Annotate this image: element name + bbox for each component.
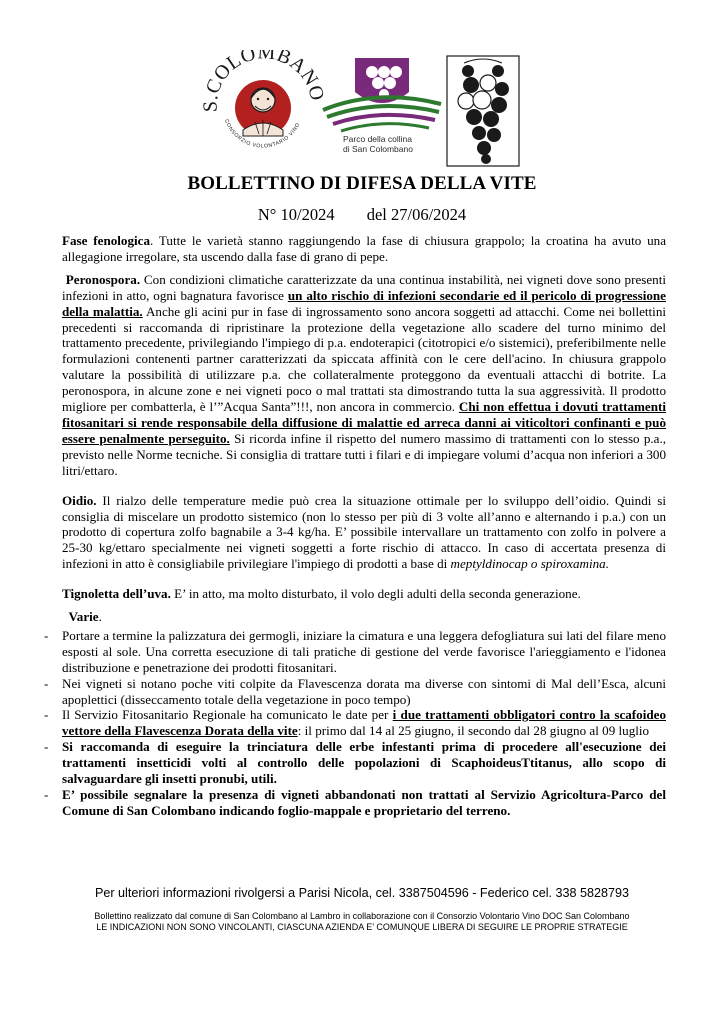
consorzio-logo bbox=[203, 50, 325, 150]
contact-info: Per ulteriori informazioni rivolgersi a Parisi Nicola, cel. 3387504596 - Federico cel. 338 5828793 bbox=[94, 886, 630, 900]
varie-item-3-highlight: i due trattamenti obbligatori contro la scafoideo vettore della Flavescenza Dorata della vite bbox=[62, 707, 666, 739]
list-item bbox=[44, 627, 666, 676]
peronospora-text-1: Con condizioni climatiche caratterizzate da una continua instabilità, nei vigneti dove sono presenti infezioni in atto, ogni bagnatura favorisce bbox=[62, 271, 666, 303]
varie-item-4: Si raccomanda di eseguire la trinciatura delle erbe infestanti prima di procedere all'esecuzione dei trattamenti insetticidi volti al controllo delle popolazioni di ScaphoideusTtitanus, allo scopo di salvaguardare gli insetti pronubi, utili. bbox=[62, 739, 666, 787]
varie-item-5: E’ possibile segnalare la presenza di vigneti abbandonati non trattati al Servizio Agricoltura-Parco del Comune di San Colombano indicando foglio-mappale e proprietario del terreno. bbox=[62, 787, 666, 818]
bullet-dash: - bbox=[44, 739, 49, 755]
section-varie-heading bbox=[62, 609, 666, 625]
consorzio-arc-subtitle: CONSORZIO VOLONTARIO VINO bbox=[223, 118, 302, 150]
oidio-text: Il rialzo delle temperature medie può crea la situazione ottimale per lo sviluppo dell’oidio. Quindi si consiglia di miscelare un prodotto sistemico (non lo stesso per più di 3 volte all’anno e alternando i p.a.) con un prodotto di copertura zolfo bagnabile a 3-4 kg/ha. E’ possibile intervallare un trattamento con zolfo in polvere a 25-30 kg/ettaro specialmente nei vigneti soggetti a forte rischio di attacco. In caso di accertata presenza di infezioni in atto è consigliabile privilegiare l'impiego di prodotti a base di bbox=[62, 492, 666, 572]
peronospora-warning-1: un alto rischio di infezioni secondarie ed il pericolo di progressione della malattia. bbox=[62, 287, 666, 319]
fase-text: . Tutte le varietà stanno raggiungendo la fase di chiusura grappolo; la croatina ha avuto una allegagione irregolare, sta uscendo dalla fase di grano di pepe. bbox=[62, 233, 666, 264]
parco-logo bbox=[317, 52, 447, 168]
tignoletta-text: E’ in atto, ma molto disturbato, il volo degli adulti della seconda generazione. bbox=[170, 586, 581, 602]
footer bbox=[0, 911, 724, 933]
bullet-dash: - bbox=[44, 627, 49, 643]
bullet-dash: - bbox=[44, 675, 49, 691]
bullet-dash: - bbox=[44, 787, 49, 802]
bulletin-number: N° 10/2024 bbox=[257, 205, 335, 224]
parco-caption-line2: di San Colombano bbox=[343, 144, 413, 154]
bulletin-body bbox=[44, 233, 667, 819]
bulletin-date: del 27/06/2024 bbox=[366, 205, 467, 224]
section-oidio bbox=[62, 493, 666, 573]
consorzio-arc-title: COLOMBAN bbox=[203, 50, 323, 97]
bulletin-number-date bbox=[0, 205, 724, 225]
varie-item-1: Portare a termine la palizzatura dei germogli, iniziare la cimatura e una leggera defogliatura sui lati del filare meno esposti al sole. Una corretta esecuzione di tali pratiche di gestione del verde favorisce l'arieggiamento e l'idonea distribuzione e penetrazione dei prodotti fitosanitari. bbox=[62, 627, 666, 675]
section-tignoletta bbox=[62, 586, 666, 602]
coat-of-arms-grapes-logo bbox=[446, 55, 520, 167]
bulletin-title: BOLLETTINO DI DIFESA DELLA VITE bbox=[187, 173, 537, 194]
parco-caption-line1: Parco della collina bbox=[343, 134, 412, 144]
bullet-dash: - bbox=[44, 707, 49, 723]
peronospora-text-3: Si ricorda infine il rispetto del numero massimo di trattamenti con lo stesso p.a., previsto nelle Norme tecniche. Si consiglia di trattare tutti i filari e di impiegare volumi d’acqua non inferiori a 300 litri/ettaro. bbox=[62, 430, 666, 478]
varie-list bbox=[44, 627, 666, 819]
varie-item-3-pre: Il Servizio Fitosanitario Regionale ha comunicato le date per bbox=[62, 707, 393, 723]
peronospora-text-2: Anche gli acini pur in fase di ingrossamento sono ancora soggetti ad attacchi. Come nei bollettini precedenti si raccomanda di ripristinare la protezione della vegetazione allo scadere del turno minimo del trattamento precedente, privilegiando l'impiego di p.a. endoterapici (citotropici e/o sistemici), preferibilmente nelle formulazioni contenenti partner caratterizzati da spiccata affinità con le cere dell'acino. In chiusura grappolo valutare la possibilità di utilizzare p.a. che collateralmente proteggono da eventuali attacchi di botrite. La peronospora, in alcune zone e nei vigneti poco o mal trattati sta dimostrando tutta la sua aggressività. Il prodotto migliore per combatterla, è l’”Acqua Santa”!!!, non ancora in commercio. bbox=[62, 303, 667, 415]
list-item bbox=[44, 675, 666, 708]
oidio-products: meptyldinocap o spiroxamina. bbox=[450, 556, 609, 572]
section-fase-fenologica bbox=[62, 233, 666, 265]
list-item bbox=[44, 787, 666, 819]
oidio-label: Oidio. bbox=[62, 492, 97, 508]
logo-header bbox=[0, 44, 724, 168]
tignoletta-label: Tignoletta dell’uva. bbox=[62, 586, 171, 602]
footer-line-2: LE INDICAZIONI NON SONO VINCOLANTI, CIASCUNA AZIENDA E’ COMUNQUE LIBERA DI SEGUIRE LE PROPRIE STRATEGIE bbox=[96, 922, 628, 932]
varie-label: Varie bbox=[68, 609, 99, 625]
monk-figure-icon bbox=[235, 80, 291, 136]
varie-item-3-post: : il primo dal 14 al 25 giugno, il secondo dal 28 giugno al 09 luglio bbox=[297, 723, 650, 739]
peronospora-warning-2: Chi non effettua i dovuti trattamenti fitosanitari si rende responsabile della diffusione di malattie ed arreca danni ai viticoltori confinanti e può essere penalmente perseguito. bbox=[62, 399, 666, 446]
list-item bbox=[44, 739, 666, 787]
fase-label: Fase fenologica bbox=[62, 233, 151, 248]
varie-dot: . bbox=[98, 609, 102, 625]
varie-item-2: Nei vigneti si notano poche viti colpite da Flavescenza dorata ma diverse con sintomi di Mal dell’Esca, alcuni apoplettici (disseccamento totale della vegetazione in poco tempo) bbox=[62, 675, 666, 707]
section-peronospora bbox=[62, 272, 666, 479]
list-item bbox=[44, 707, 666, 739]
footer-line-1: Bollettino realizzato dal comune di San Colombano al Lambro in collaborazione con il Consorzio Volontario Vino DOC San Colombano bbox=[94, 911, 630, 921]
peronospora-label: Peronospora. bbox=[65, 271, 141, 287]
